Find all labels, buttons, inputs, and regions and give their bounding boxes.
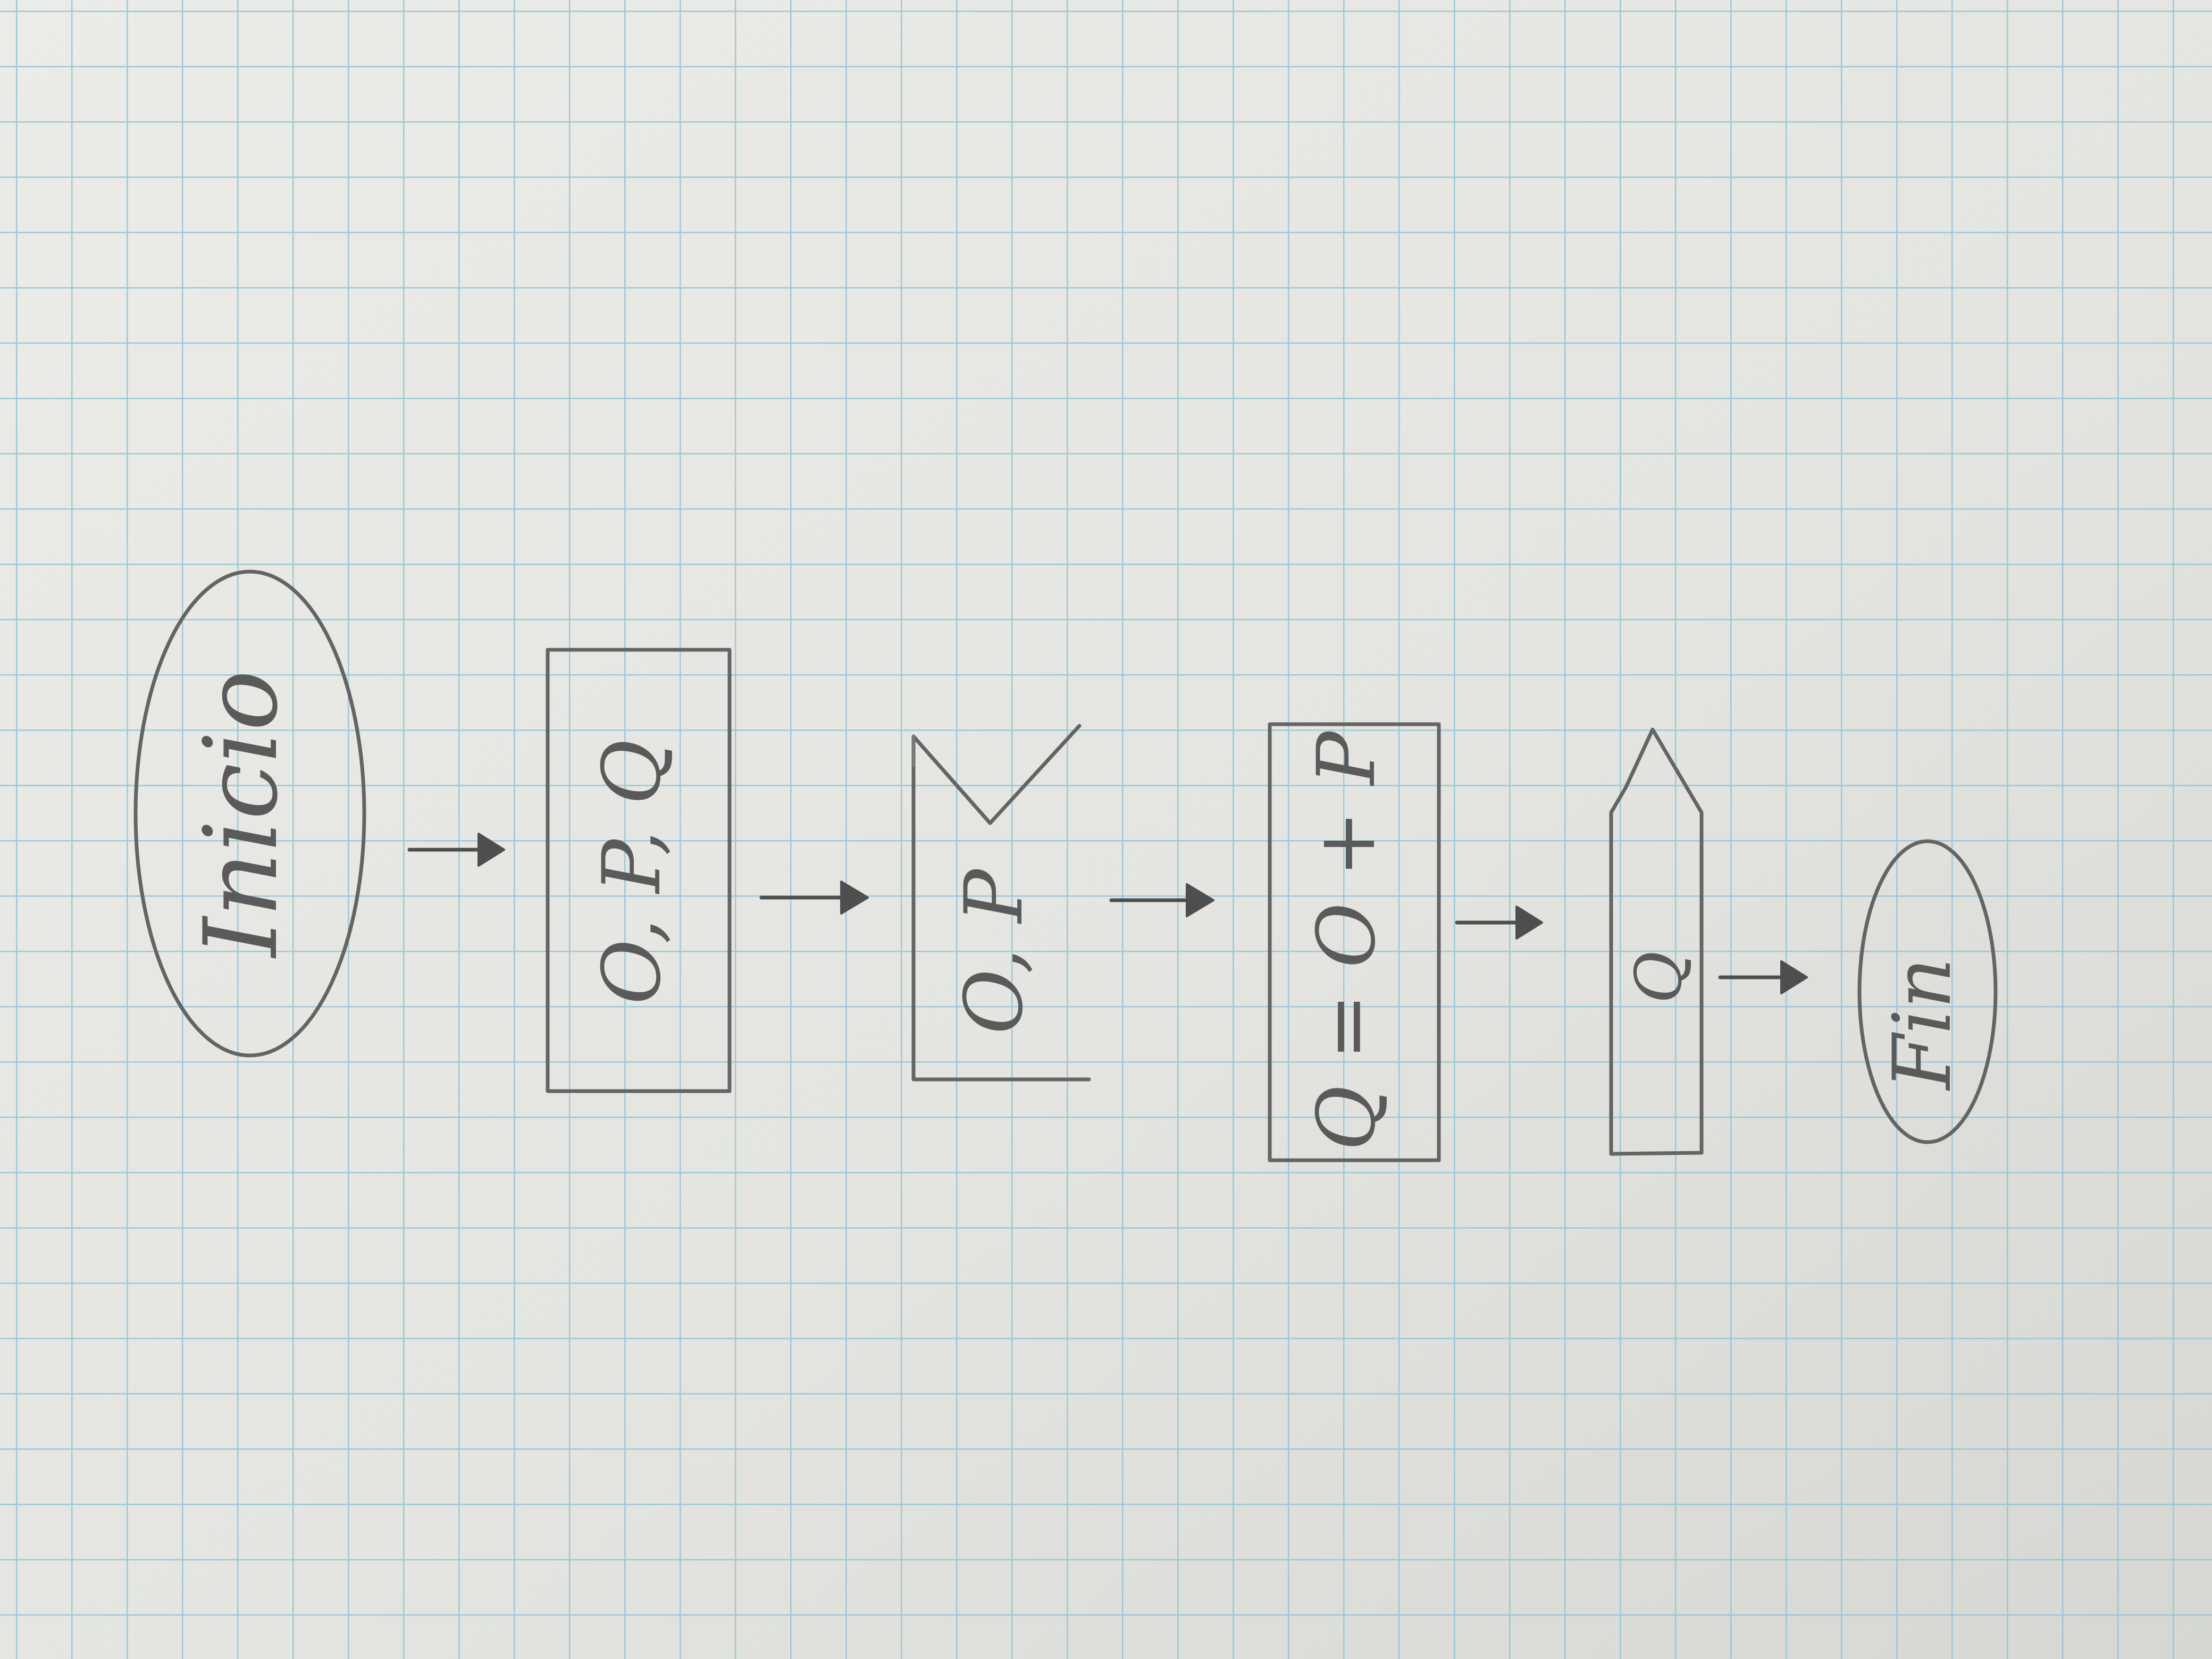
output-label: Q xyxy=(1622,951,1697,1004)
read-label: O, P xyxy=(948,869,1041,1035)
start-label: Inicio xyxy=(182,670,300,957)
end-label: Fin xyxy=(1876,957,1969,1090)
input-label: O, P, Q xyxy=(585,739,678,1005)
assign-label: Q = O + P xyxy=(1300,731,1393,1151)
